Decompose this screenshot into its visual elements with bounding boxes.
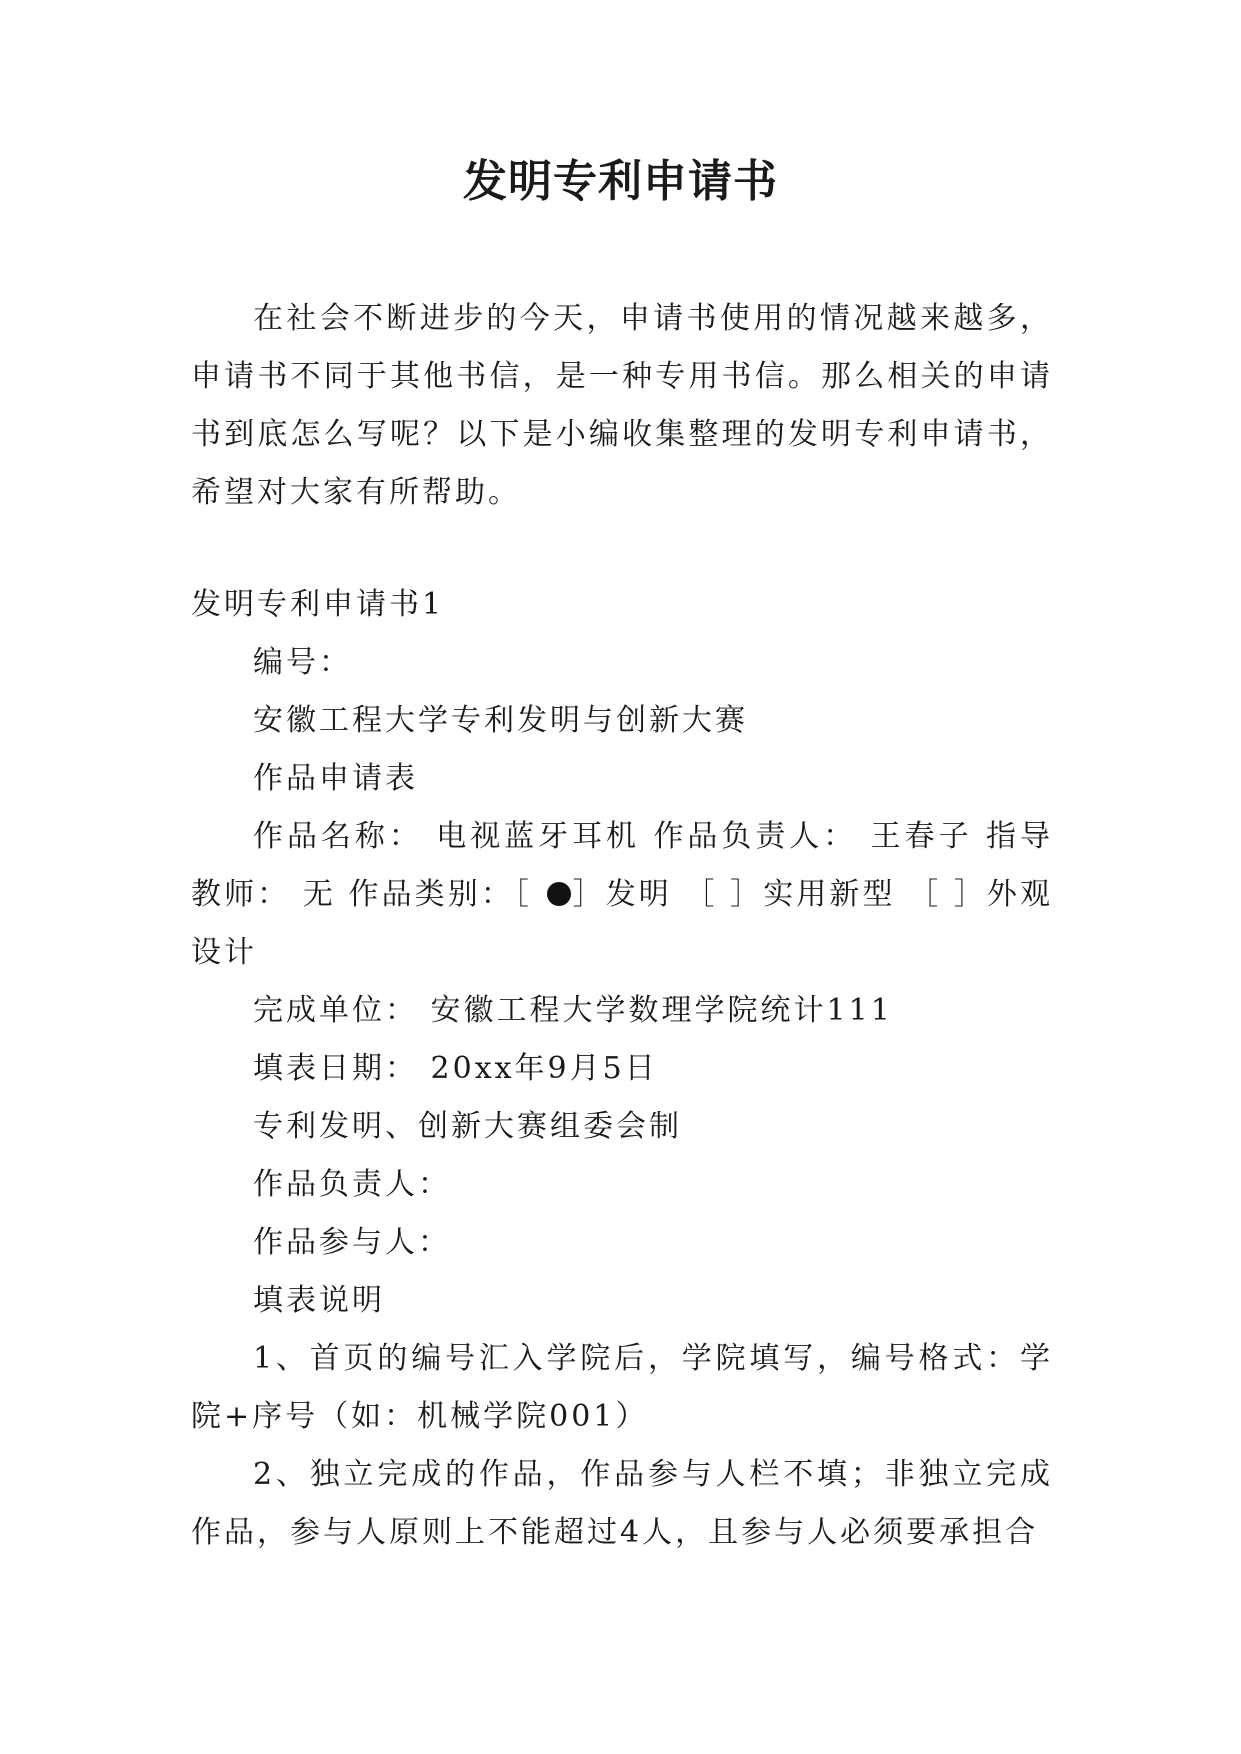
work-details-text: 作品名称： 电视蓝牙耳机 作品负责人： 王春子 指导教师： 无 作品类别：［ — [191, 819, 1053, 912]
intro-paragraph: 在社会不断进步的今天，申请书使用的情况越来越多，申请书不同于其他书信，是一种专用书信。那么相关的申请书到底怎么写呢？以下是小编收集整理的发明专利申请书，希望对大家有所帮助。 — [191, 301, 1053, 510]
made-by-line: 专利发明、创新大赛组委会制 — [253, 1109, 682, 1144]
date-line: 填表日期： 20xx年9月5日 — [253, 1051, 658, 1086]
document-title: 发明专利申请书 — [463, 156, 778, 207]
instructions-title: 填表说明 — [253, 1283, 385, 1318]
form-name-line: 作品申请表 — [253, 761, 418, 796]
selected-circle-icon — [547, 882, 571, 906]
work-details-paragraph — [191, 808, 1053, 982]
leader-line: 作品负责人： — [253, 1167, 451, 1202]
section-heading: 发明专利申请书1 — [191, 587, 445, 622]
instruction-item-1: 1、首页的编号汇入学院后，学院填写，编号格式：学院+序号（如：机械学院001） — [191, 1341, 1053, 1434]
work-category-options: ］发明 ［ ］实用新型 ［ ］外观设计 — [191, 877, 1053, 970]
participants-line: 作品参与人： — [253, 1225, 451, 1260]
instruction-item-2: 2、独立完成的作品，作品参与人栏不填；非独立完成作品，参与人原则上不能超过4人，且参与人必须要承担合 — [191, 1457, 1053, 1550]
intro-section — [191, 290, 1053, 522]
organization-line: 安徽工程大学专利发明与创新大赛 — [253, 703, 748, 738]
unit-line: 完成单位： 安徽工程大学数理学院统计111 — [253, 993, 893, 1028]
number-line: 编号： — [253, 645, 352, 680]
application-form-section — [191, 576, 1053, 1562]
